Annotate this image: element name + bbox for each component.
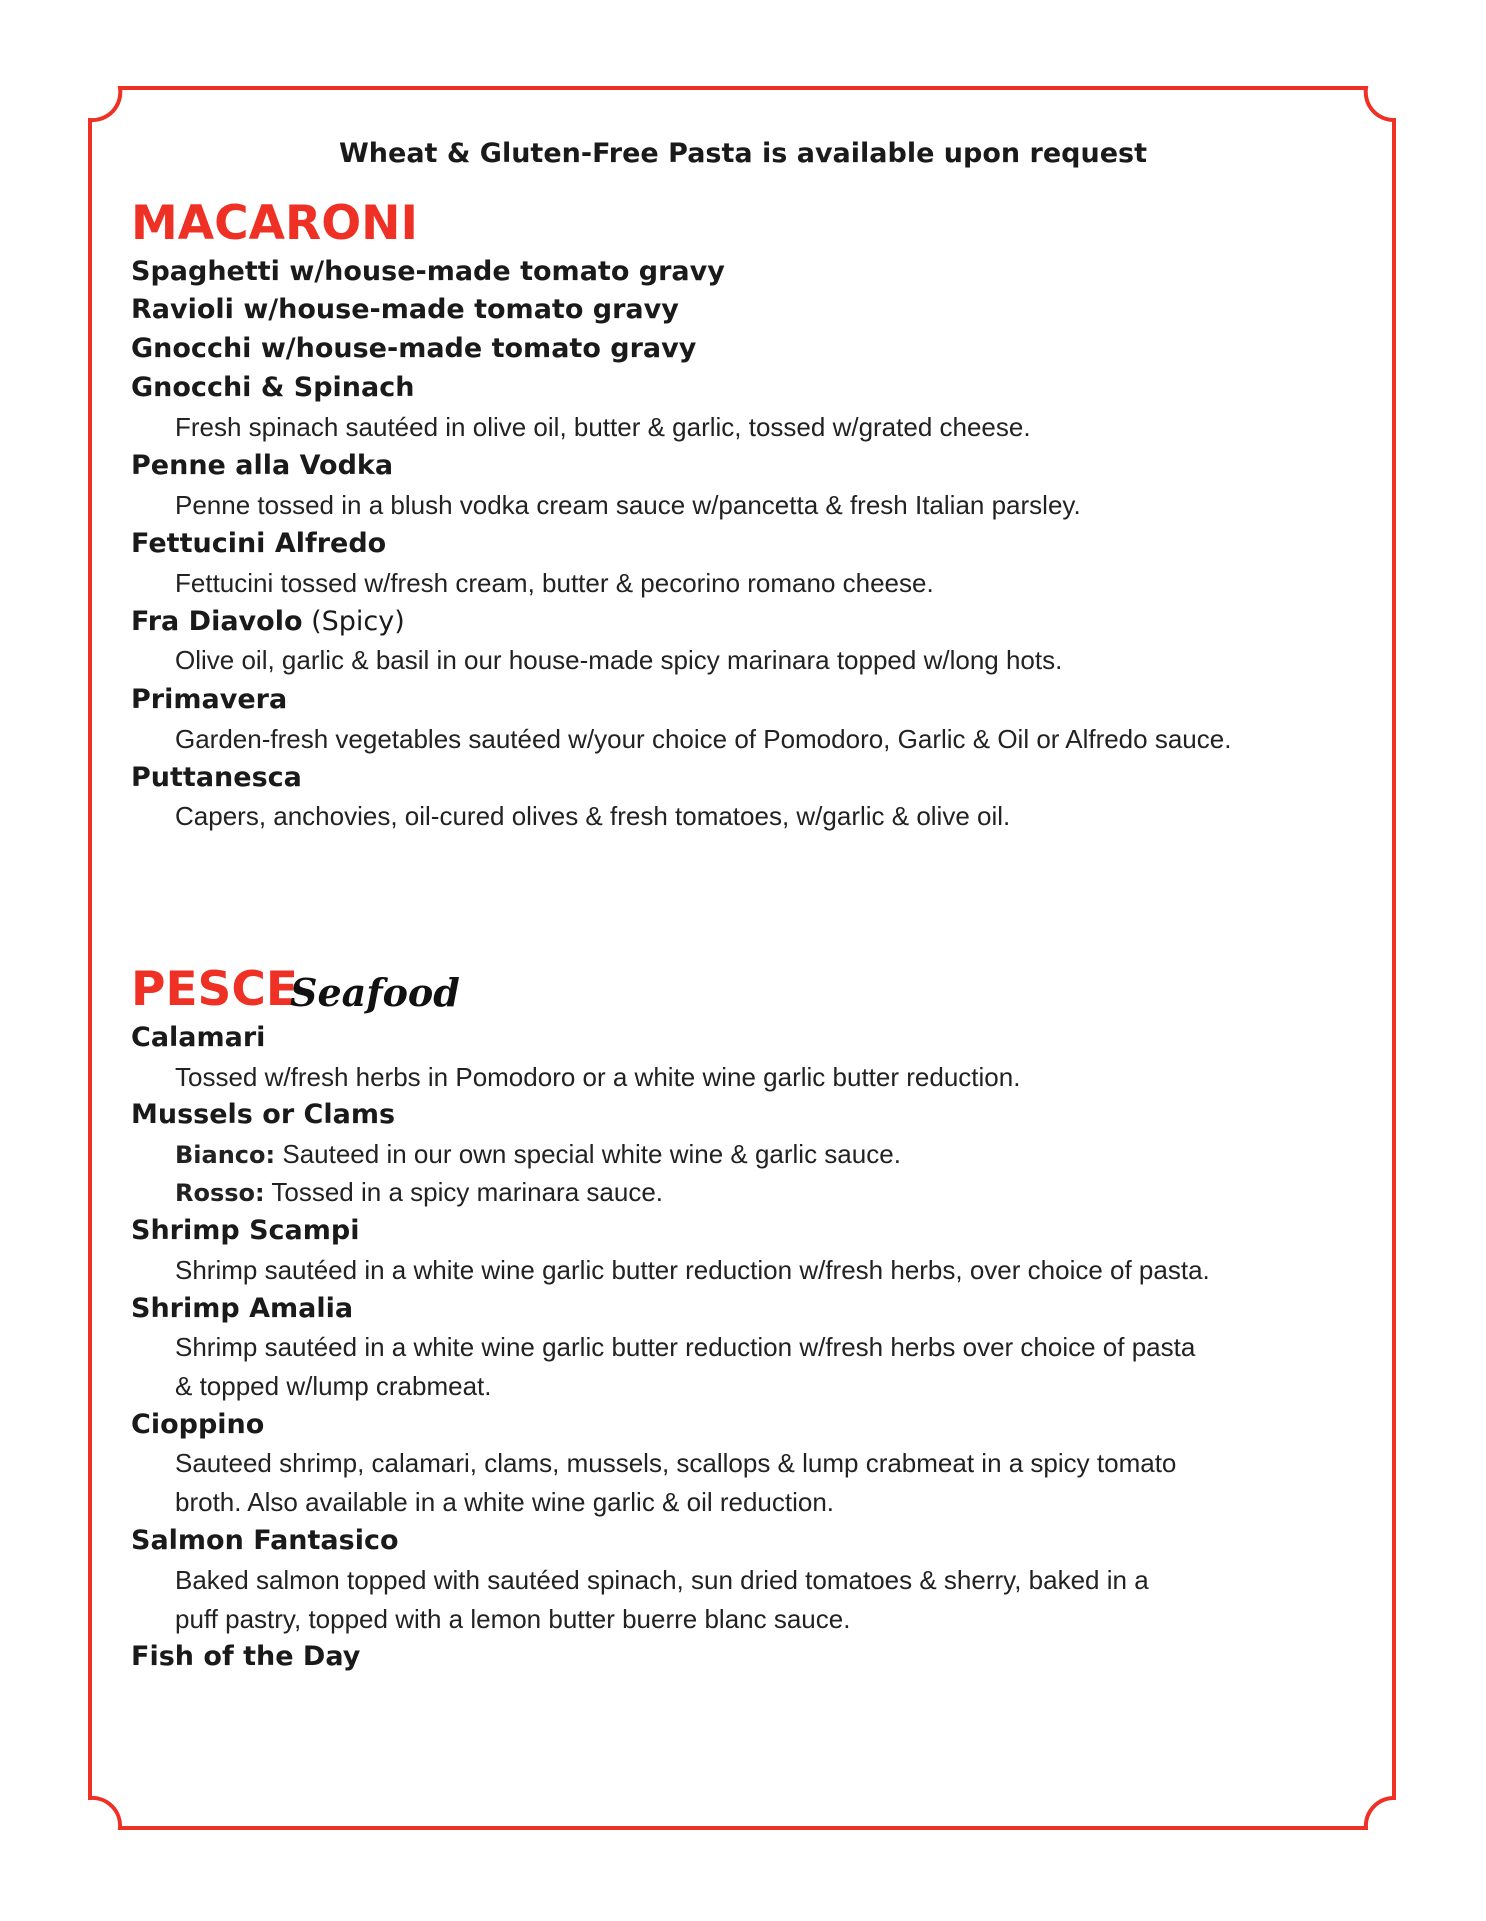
menu-item-description: Shrimp sautéed in a white wine garlic butter reduction w/fresh herbs, over choice of pasta.: [175, 1255, 1210, 1285]
menu-item-name: Shrimp Amalia: [131, 1293, 354, 1324]
menu-item-name: Puttanesca: [131, 762, 302, 793]
menu-item-name: Spaghetti w/house-made tomato gravy: [131, 256, 725, 287]
menu-item-description: Fresh spinach sautéed in olive oil, butter & garlic, tossed w/grated cheese.: [175, 412, 1031, 442]
menu-item-name: Gnocchi w/house-made tomato gravy: [131, 333, 697, 364]
menu-item-name: Penne alla Vodka: [131, 450, 394, 481]
macaroni-heading: MACARONI: [131, 196, 418, 251]
menu-item-description: Penne tossed in a blush vodka cream sauce w/pancetta & fresh Italian parsley.: [175, 490, 1081, 520]
menu-item-name: Ravioli w/house-made tomato gravy: [131, 294, 679, 325]
menu-item-option: [175, 1177, 663, 1208]
menu-item-description: broth. Also available in a white wine garlic & oil reduction.: [175, 1487, 835, 1517]
menu-item-name: Shrimp Scampi: [131, 1215, 360, 1246]
menu-item-name: Fish of the Day: [131, 1641, 361, 1672]
menu-item-description: puff pastry, topped with a lemon butter buerre blanc sauce.: [175, 1604, 851, 1634]
gluten-free-notice: Wheat & Gluten-Free Pasta is available upon request: [339, 138, 1147, 169]
menu-item-description: Shrimp sautéed in a white wine garlic butter reduction w/fresh herbs over choice of pasta: [175, 1332, 1196, 1362]
menu-item-name: Fettucini Alfredo: [131, 528, 387, 559]
menu-item-description: Fettucini tossed w/fresh cream, butter & pecorino romano cheese.: [175, 568, 934, 598]
menu-item-name: Calamari: [131, 1022, 266, 1053]
menu-item-name: [131, 606, 405, 637]
menu-item-description: & topped w/lump crabmeat.: [175, 1371, 492, 1401]
pesce-heading: PESCE: [131, 962, 299, 1017]
menu-item-name: Gnocchi & Spinach: [131, 372, 415, 403]
menu-item-name: Mussels or Clams: [131, 1099, 396, 1130]
menu-item-description: Sauteed shrimp, calamari, clams, mussels, scallops & lump crabmeat in a spicy tomato: [175, 1448, 1177, 1478]
menu-item-description: Tossed w/fresh herbs in Pomodoro or a white wine garlic butter reduction.: [175, 1062, 1021, 1092]
menu-item-name: Cioppino: [131, 1409, 265, 1440]
option-label: Bianco:: [175, 1141, 276, 1169]
option-text: Tossed in a spicy marinara sauce.: [264, 1177, 664, 1207]
menu-item-name: Salmon Fantasico: [131, 1525, 399, 1556]
seafood-subtitle: Seafood: [290, 970, 460, 1015]
menu-item-description: Capers, anchovies, oil-cured olives & fresh tomatoes, w/garlic & olive oil.: [175, 801, 1011, 831]
option-text: Sauteed in our own special white wine & garlic sauce.: [275, 1139, 901, 1169]
option-label: Rosso:: [175, 1179, 265, 1207]
menu-item-description: Baked salmon topped with sautéed spinach, sun dried tomatoes & sherry, baked in a: [175, 1565, 1149, 1595]
menu-item-name: Primavera: [131, 684, 288, 715]
menu-item-option: [175, 1139, 901, 1170]
menu-item-description: Olive oil, garlic & basil in our house-made spicy marinara topped w/long hots.: [175, 645, 1063, 675]
menu-item-name-text: Fra Diavolo: [131, 606, 303, 637]
spicy-note: (Spicy): [302, 606, 405, 637]
menu-item-description: Garden-fresh vegetables sautéed w/your choice of Pomodoro, Garlic & Oil or Alfredo sauce.: [175, 724, 1232, 754]
